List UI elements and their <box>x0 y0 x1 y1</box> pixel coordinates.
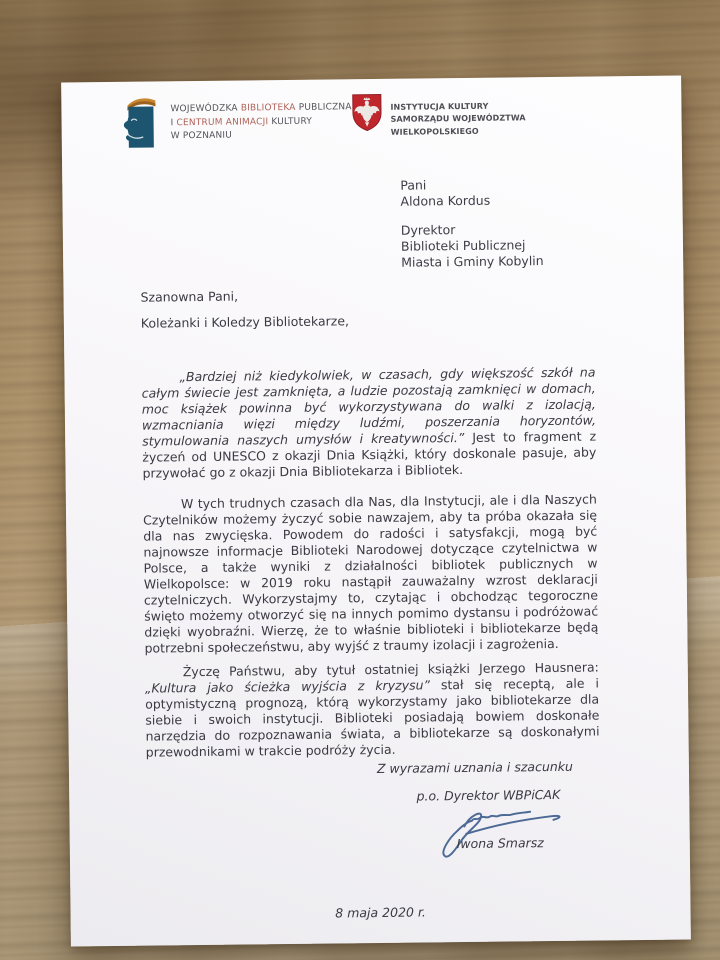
valediction: Z wyrazami uznania i szacunku <box>376 758 573 777</box>
unesco-quote-attribution: Jest to fragment z życzeń od UNESCO z okazji Dnia Książki, który doskonale pasuje, aby przywołać go z okazji Dnia Bibliotekarza i Bibliotek. <box>142 428 597 481</box>
logo-right-line-2: SAMORZĄDU WOJEWÓDZTWA <box>390 113 526 125</box>
letter-page <box>61 76 691 947</box>
wielkopolska-logo <box>351 91 526 139</box>
logo-line-3: W POZNANIU <box>170 130 233 142</box>
greeting-line-1: Szanowna Pani, <box>140 288 239 305</box>
logo-right-line-1: INSTYTUCJA KULTURY <box>390 101 489 112</box>
recipient-title: Dyrektor <box>400 222 456 238</box>
recipient-block <box>400 176 544 271</box>
closing-block <box>146 758 601 855</box>
logo-line-2: I CENTRUM ANIMACJI KULTURY <box>170 116 313 128</box>
logo-line-1: WOJEWÓDZKA BIBLIOTEKA PUBLICZNA <box>170 102 352 115</box>
wbpicak-logo <box>119 89 352 150</box>
paragraph-reading-statistics: W tych trudnych czasach dla Nas, dla Instytucji, ale i dla Naszych Czytelników możemy życzyć sobie nawzajem, aby ta próba okazała się dla nas zwycięska. Powodem do radości i satysfakcji, mogą być najnowsze informacje Biblioteki Narodowej dotyczące czytelnictwa w Polsce, a także wyniki z działalności bibliotek publicznych w Wielkopolsce: w 2019 roku nastąpił zauważalny wzrost deklaracji czytelniczych. Wykorzystajmy to, czytając i obchodząc tegoroczne święto możemy otworzyć się na innych pomimo dystansu i podróżować dzięki wyobraźni. Wierzę, że to właśnie biblioteki i bibliotekarze będą potrzebni społeczeństwu, aby wyjść z traumy izolacji i zagrożenia. <box>143 491 599 656</box>
wielkopolska-logo-text <box>390 100 526 138</box>
book-title: „Kultura jako ścieżka wyjścia z kryzysu” <box>144 677 431 696</box>
letter-body <box>140 285 601 924</box>
eagle-shield-icon <box>351 93 382 132</box>
greeting-line-2: Koleżanki i Koledzy Bibliotekarze, <box>140 313 350 331</box>
wishes-text-a: Życzę Państwu, aby tytuł ostatniej książki Jerzego Hausnera: <box>182 659 599 680</box>
book-face-logo-icon <box>119 93 160 149</box>
unesco-quote-text: „Bardziej niż kiedykolwiek, w czasach, gdy większość szkół na całym świecie jest zamknięta, a ludzie pozostają zamknięci w domach, moc książek powinna być wykorzystywana do walki z izolacją, wzmacniania więzi między ludźmi, poszerzania horyzontów, stymulowania naszych umysłów i kreatywności.” <box>141 364 597 449</box>
recipient-org-line-1: Biblioteki Publicznej <box>400 237 526 254</box>
recipient-org-line-2: Miasta i Gminy Kobylin <box>401 253 544 270</box>
recipient-name: Aldona Kordus <box>400 192 491 209</box>
wishes-text-b: stał się receptą, ale i optymistyczną prognozą, którą wykorzystamy jako bibliotekarze dla siebie i swoich instytucji. Biblioteki posiadają bowiem doskonałe narzędzia do rozpoznawania świata, a bibliotekarze są doskonałymi przewodnikami w trakcie podróży życia. <box>145 675 600 760</box>
wbpicak-logo-text <box>170 101 352 144</box>
signer-title: p.o. Dyrektor WBPiCAK <box>416 786 561 804</box>
recipient-salutation: Pani <box>400 177 427 193</box>
logo-right-line-3: WIELKOPOLSKIEGO <box>390 126 479 137</box>
signer-name: Iwona Smarsz <box>456 835 544 852</box>
letter-date: 8 maja 2020 r. <box>335 904 426 921</box>
paragraph-wishes <box>145 659 600 760</box>
paragraph-unesco-quote <box>141 365 596 482</box>
